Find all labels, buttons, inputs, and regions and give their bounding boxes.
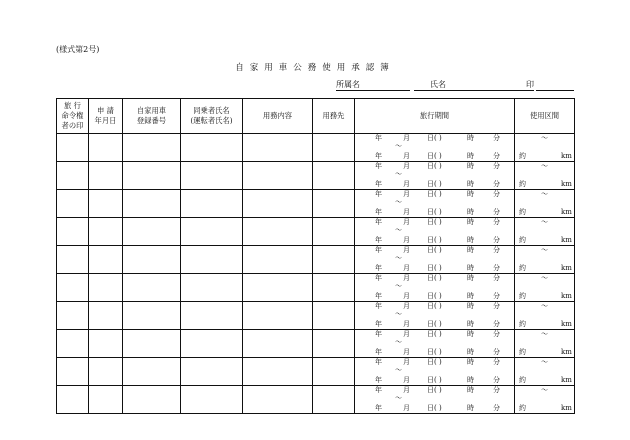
period-year-label: 年 xyxy=(375,180,382,188)
section-tilde-line xyxy=(515,386,574,395)
section-distance-line xyxy=(515,152,574,161)
period-year-label: 年 xyxy=(375,190,382,198)
period-tilde-line xyxy=(355,142,514,151)
period-month-label: 月 xyxy=(403,302,410,310)
section-used-cell[interactable] xyxy=(515,218,575,246)
section-km-label: km xyxy=(561,208,572,216)
section-used-cell[interactable] xyxy=(515,386,575,414)
passengers-cell[interactable] xyxy=(181,358,243,386)
period-day-label: 日( ) xyxy=(427,376,442,384)
period-day-label: 日( ) xyxy=(427,218,442,226)
section-tilde: 〜 xyxy=(541,162,548,170)
period-tilde-line xyxy=(355,198,514,207)
document-title: 自家用車公務使用承認簿 xyxy=(235,63,395,73)
period-end-line xyxy=(355,180,514,189)
col-header-application-date: 申 請 年月日 xyxy=(89,99,123,134)
destination-cell[interactable] xyxy=(313,358,355,386)
period-minute-label: 分 xyxy=(493,246,500,254)
period-tilde: 〜 xyxy=(395,170,402,178)
business-content-cell[interactable] xyxy=(243,358,313,386)
period-day-label: 日( ) xyxy=(427,292,442,300)
application-date-cell[interactable] xyxy=(89,218,123,246)
period-day-label: 日( ) xyxy=(427,180,442,188)
period-month-label: 月 xyxy=(403,208,410,216)
section-distance-line xyxy=(515,292,574,301)
period-hour-label: 時 xyxy=(467,208,474,216)
period-month-label: 月 xyxy=(403,292,410,300)
period-hour-label: 時 xyxy=(467,358,474,366)
travel-period-cell[interactable] xyxy=(355,218,515,246)
destination-cell[interactable] xyxy=(313,330,355,358)
period-end-line xyxy=(355,152,514,161)
travel-period-cell[interactable] xyxy=(355,134,515,162)
period-minute-label: 分 xyxy=(493,292,500,300)
business-content-cell[interactable] xyxy=(243,330,313,358)
period-hour-label: 時 xyxy=(467,152,474,160)
section-tilde: 〜 xyxy=(541,386,548,394)
section-distance-line xyxy=(515,376,574,385)
period-hour-label: 時 xyxy=(467,376,474,384)
period-hour-label: 時 xyxy=(467,236,474,244)
period-end-line xyxy=(355,264,514,273)
section-km-label: km xyxy=(561,264,572,272)
name-signature-line xyxy=(414,80,534,91)
section-tilde: 〜 xyxy=(541,190,548,198)
section-approx-label: 約 xyxy=(519,180,526,188)
approver-seal-cell[interactable] xyxy=(57,358,89,386)
destination-cell[interactable] xyxy=(313,162,355,190)
section-used-cell[interactable] xyxy=(515,246,575,274)
period-end-line xyxy=(355,404,514,413)
period-hour-label: 時 xyxy=(467,386,474,394)
period-minute-label: 分 xyxy=(493,236,500,244)
period-tilde: 〜 xyxy=(395,142,402,150)
period-hour-label: 時 xyxy=(467,292,474,300)
period-year-label: 年 xyxy=(375,208,382,216)
period-minute-label: 分 xyxy=(493,162,500,170)
application-date-cell[interactable] xyxy=(89,386,123,414)
destination-cell[interactable] xyxy=(313,274,355,302)
period-tilde: 〜 xyxy=(395,282,402,290)
travel-period-cell[interactable] xyxy=(355,330,515,358)
section-tilde-line xyxy=(515,246,574,255)
period-tilde: 〜 xyxy=(395,226,402,234)
period-day-label: 日( ) xyxy=(427,330,442,338)
section-tilde-line xyxy=(515,134,574,143)
section-approx-label: 約 xyxy=(519,152,526,160)
period-day-label: 日( ) xyxy=(427,162,442,170)
travel-period-cell[interactable] xyxy=(355,302,515,330)
car-registration-cell[interactable] xyxy=(123,358,181,386)
period-end-line xyxy=(355,376,514,385)
period-tilde-line xyxy=(355,310,514,319)
period-minute-label: 分 xyxy=(493,152,500,160)
section-tilde: 〜 xyxy=(541,246,548,254)
period-hour-label: 時 xyxy=(467,190,474,198)
section-distance-line xyxy=(515,264,574,273)
period-hour-label: 時 xyxy=(467,264,474,272)
travel-period-cell[interactable] xyxy=(355,358,515,386)
period-day-label: 日( ) xyxy=(427,302,442,310)
approver-seal-cell[interactable] xyxy=(57,190,89,218)
table-row xyxy=(57,358,575,386)
section-tilde: 〜 xyxy=(541,302,548,310)
period-minute-label: 分 xyxy=(493,208,500,216)
approver-seal-cell[interactable] xyxy=(57,330,89,358)
section-tilde: 〜 xyxy=(541,218,548,226)
passengers-cell[interactable] xyxy=(181,190,243,218)
period-hour-label: 時 xyxy=(467,330,474,338)
period-day-label: 日( ) xyxy=(427,236,442,244)
period-year-label: 年 xyxy=(375,376,382,384)
section-approx-label: 約 xyxy=(519,264,526,272)
period-year-label: 年 xyxy=(375,320,382,328)
period-day-label: 日( ) xyxy=(427,190,442,198)
col-header-section-used: 使用区間 xyxy=(515,99,575,134)
period-day-label: 日( ) xyxy=(427,264,442,272)
passengers-cell[interactable] xyxy=(181,218,243,246)
period-hour-label: 時 xyxy=(467,348,474,356)
period-year-label: 年 xyxy=(375,162,382,170)
section-used-cell[interactable] xyxy=(515,302,575,330)
period-minute-label: 分 xyxy=(493,386,500,394)
period-month-label: 月 xyxy=(403,236,410,244)
period-tilde: 〜 xyxy=(395,338,402,346)
business-content-cell[interactable] xyxy=(243,302,313,330)
application-date-cell[interactable] xyxy=(89,274,123,302)
period-end-line xyxy=(355,348,514,357)
section-km-label: km xyxy=(561,236,572,244)
section-approx-label: 約 xyxy=(519,292,526,300)
section-used-cell[interactable] xyxy=(515,274,575,302)
period-month-label: 月 xyxy=(403,218,410,226)
period-minute-label: 分 xyxy=(493,376,500,384)
period-day-label: 日( ) xyxy=(427,404,442,412)
table-row xyxy=(57,134,575,162)
period-year-label: 年 xyxy=(375,152,382,160)
period-month-label: 月 xyxy=(403,162,410,170)
travel-period-cell[interactable] xyxy=(355,190,515,218)
period-year-label: 年 xyxy=(375,302,382,310)
period-tilde-line xyxy=(355,170,514,179)
business-content-cell[interactable] xyxy=(243,246,313,274)
table-row xyxy=(57,386,575,414)
col-header-travel-period: 旅行期間 xyxy=(355,99,515,134)
period-hour-label: 時 xyxy=(467,302,474,310)
destination-cell[interactable] xyxy=(313,302,355,330)
period-year-label: 年 xyxy=(375,218,382,226)
section-approx-label: 約 xyxy=(519,208,526,216)
signature-underline-tail xyxy=(536,80,574,91)
period-end-line xyxy=(355,236,514,245)
section-km-label: km xyxy=(561,376,572,384)
period-day-label: 日( ) xyxy=(427,320,442,328)
car-registration-cell[interactable] xyxy=(123,330,181,358)
section-approx-label: 約 xyxy=(519,236,526,244)
destination-cell[interactable] xyxy=(313,134,355,162)
period-minute-label: 分 xyxy=(493,180,500,188)
passengers-cell[interactable] xyxy=(181,274,243,302)
period-month-label: 月 xyxy=(403,246,410,254)
section-tilde-line xyxy=(515,274,574,283)
business-content-cell[interactable] xyxy=(243,134,313,162)
period-year-label: 年 xyxy=(375,236,382,244)
section-tilde-line xyxy=(515,330,574,339)
table-row xyxy=(57,274,575,302)
period-tilde-line xyxy=(355,394,514,403)
department-signature-line xyxy=(336,80,410,91)
period-month-label: 月 xyxy=(403,190,410,198)
period-day-label: 日( ) xyxy=(427,152,442,160)
section-distance-line xyxy=(515,208,574,217)
section-used-cell[interactable] xyxy=(515,134,575,162)
period-tilde: 〜 xyxy=(395,198,402,206)
car-registration-cell[interactable] xyxy=(123,162,181,190)
period-year-label: 年 xyxy=(375,358,382,366)
period-month-label: 月 xyxy=(403,348,410,356)
col-header-business-content: 用務内容 xyxy=(243,99,313,134)
period-minute-label: 分 xyxy=(493,302,500,310)
application-date-cell[interactable] xyxy=(89,302,123,330)
period-minute-label: 分 xyxy=(493,134,500,142)
section-km-label: km xyxy=(561,180,572,188)
period-hour-label: 時 xyxy=(467,180,474,188)
section-tilde-line xyxy=(515,358,574,367)
period-day-label: 日( ) xyxy=(427,386,442,394)
period-year-label: 年 xyxy=(375,348,382,356)
travel-period-cell[interactable] xyxy=(355,162,515,190)
name-label: 氏名 xyxy=(430,80,446,89)
period-hour-label: 時 xyxy=(467,134,474,142)
section-km-label: km xyxy=(561,404,572,412)
section-distance-line xyxy=(515,348,574,357)
section-km-label: km xyxy=(561,320,572,328)
period-minute-label: 分 xyxy=(493,358,500,366)
period-month-label: 月 xyxy=(403,376,410,384)
period-minute-label: 分 xyxy=(493,320,500,328)
period-hour-label: 時 xyxy=(467,274,474,282)
section-tilde: 〜 xyxy=(541,274,548,282)
period-minute-label: 分 xyxy=(493,264,500,272)
period-month-label: 月 xyxy=(403,330,410,338)
period-year-label: 年 xyxy=(375,264,382,272)
section-used-cell[interactable] xyxy=(515,162,575,190)
period-day-label: 日( ) xyxy=(427,134,442,142)
car-registration-cell[interactable] xyxy=(123,134,181,162)
period-tilde-line xyxy=(355,338,514,347)
application-date-cell[interactable] xyxy=(89,134,123,162)
period-day-label: 日( ) xyxy=(427,274,442,282)
business-content-cell[interactable] xyxy=(243,190,313,218)
period-tilde-line xyxy=(355,282,514,291)
period-end-line xyxy=(355,320,514,329)
section-used-cell[interactable] xyxy=(515,330,575,358)
approval-register-table xyxy=(56,98,575,414)
period-tilde: 〜 xyxy=(395,254,402,262)
section-tilde-line xyxy=(515,302,574,311)
approver-seal-cell[interactable] xyxy=(57,386,89,414)
destination-cell[interactable] xyxy=(313,246,355,274)
approver-seal-cell[interactable] xyxy=(57,218,89,246)
period-month-label: 月 xyxy=(403,152,410,160)
application-date-cell[interactable] xyxy=(89,162,123,190)
section-approx-label: 約 xyxy=(519,376,526,384)
section-approx-label: 約 xyxy=(519,348,526,356)
table-row xyxy=(57,330,575,358)
section-tilde: 〜 xyxy=(541,358,548,366)
section-tilde-line xyxy=(515,190,574,199)
period-month-label: 月 xyxy=(403,386,410,394)
approver-seal-cell[interactable] xyxy=(57,246,89,274)
approver-seal-cell[interactable] xyxy=(57,302,89,330)
period-year-label: 年 xyxy=(375,134,382,142)
col-header-approver-seal: 旅 行 命令権 者の印 xyxy=(57,99,89,134)
passengers-cell[interactable] xyxy=(181,134,243,162)
col-header-passengers: 同乗者氏名 (運転者氏名) xyxy=(181,99,243,134)
period-tilde-line xyxy=(355,366,514,375)
section-distance-line xyxy=(515,404,574,413)
period-year-label: 年 xyxy=(375,386,382,394)
period-minute-label: 分 xyxy=(493,190,500,198)
destination-cell[interactable] xyxy=(313,218,355,246)
section-used-cell[interactable] xyxy=(515,358,575,386)
period-tilde: 〜 xyxy=(395,366,402,374)
period-year-label: 年 xyxy=(375,404,382,412)
section-tilde: 〜 xyxy=(541,134,548,142)
approver-seal-cell[interactable] xyxy=(57,162,89,190)
car-registration-cell[interactable] xyxy=(123,302,181,330)
table-row xyxy=(57,190,575,218)
section-tilde-line xyxy=(515,162,574,171)
travel-period-cell[interactable] xyxy=(355,386,515,414)
table-header-row xyxy=(57,99,575,134)
seal-label: 印 xyxy=(526,80,534,89)
period-minute-label: 分 xyxy=(493,330,500,338)
business-content-cell[interactable] xyxy=(243,386,313,414)
section-approx-label: 約 xyxy=(519,404,526,412)
application-date-cell[interactable] xyxy=(89,330,123,358)
period-day-label: 日( ) xyxy=(427,246,442,254)
col-header-destination: 用務先 xyxy=(313,99,355,134)
passengers-cell[interactable] xyxy=(181,386,243,414)
period-hour-label: 時 xyxy=(467,404,474,412)
period-minute-label: 分 xyxy=(493,218,500,226)
period-end-line xyxy=(355,208,514,217)
period-month-label: 月 xyxy=(403,274,410,282)
period-year-label: 年 xyxy=(375,330,382,338)
period-end-line xyxy=(355,292,514,301)
destination-cell[interactable] xyxy=(313,386,355,414)
period-hour-label: 時 xyxy=(467,218,474,226)
department-label: 所属名 xyxy=(336,80,360,89)
car-registration-cell[interactable] xyxy=(123,274,181,302)
period-year-label: 年 xyxy=(375,292,382,300)
period-year-label: 年 xyxy=(375,246,382,254)
period-day-label: 日( ) xyxy=(427,358,442,366)
table-row xyxy=(57,218,575,246)
business-content-cell[interactable] xyxy=(243,274,313,302)
period-day-label: 日( ) xyxy=(427,208,442,216)
col-header-car-registration: 自家用車 登録番号 xyxy=(123,99,181,134)
period-month-label: 月 xyxy=(403,264,410,272)
section-distance-line xyxy=(515,236,574,245)
passengers-cell[interactable] xyxy=(181,330,243,358)
application-date-cell[interactable] xyxy=(89,190,123,218)
section-distance-line xyxy=(515,180,574,189)
section-tilde-line xyxy=(515,218,574,227)
section-approx-label: 約 xyxy=(519,320,526,328)
period-tilde-line xyxy=(355,254,514,263)
period-tilde-line xyxy=(355,226,514,235)
car-registration-cell[interactable] xyxy=(123,190,181,218)
section-km-label: km xyxy=(561,348,572,356)
table-row xyxy=(57,246,575,274)
car-registration-cell[interactable] xyxy=(123,218,181,246)
section-used-cell[interactable] xyxy=(515,190,575,218)
car-registration-cell[interactable] xyxy=(123,246,181,274)
travel-period-cell[interactable] xyxy=(355,246,515,274)
approver-seal-cell[interactable] xyxy=(57,134,89,162)
section-distance-line xyxy=(515,320,574,329)
period-month-label: 月 xyxy=(403,358,410,366)
business-content-cell[interactable] xyxy=(243,218,313,246)
table-row xyxy=(57,162,575,190)
passengers-cell[interactable] xyxy=(181,302,243,330)
period-hour-label: 時 xyxy=(467,320,474,328)
period-month-label: 月 xyxy=(403,320,410,328)
period-hour-label: 時 xyxy=(467,246,474,254)
section-km-label: km xyxy=(561,152,572,160)
period-month-label: 月 xyxy=(403,134,410,142)
form-number: (様式第2号) xyxy=(56,45,100,54)
period-year-label: 年 xyxy=(375,274,382,282)
travel-period-cell[interactable] xyxy=(355,274,515,302)
period-minute-label: 分 xyxy=(493,348,500,356)
section-km-label: km xyxy=(561,292,572,300)
period-day-label: 日( ) xyxy=(427,348,442,356)
approver-seal-cell[interactable] xyxy=(57,274,89,302)
period-month-label: 月 xyxy=(403,180,410,188)
table-row xyxy=(57,302,575,330)
car-registration-cell[interactable] xyxy=(123,386,181,414)
application-date-cell[interactable] xyxy=(89,246,123,274)
destination-cell[interactable] xyxy=(313,190,355,218)
business-content-cell[interactable] xyxy=(243,162,313,190)
period-tilde: 〜 xyxy=(395,310,402,318)
application-date-cell[interactable] xyxy=(89,358,123,386)
period-tilde: 〜 xyxy=(395,394,402,402)
period-minute-label: 分 xyxy=(493,274,500,282)
period-month-label: 月 xyxy=(403,404,410,412)
period-hour-label: 時 xyxy=(467,162,474,170)
section-tilde: 〜 xyxy=(541,330,548,338)
passengers-cell[interactable] xyxy=(181,246,243,274)
passengers-cell[interactable] xyxy=(181,162,243,190)
period-minute-label: 分 xyxy=(493,404,500,412)
